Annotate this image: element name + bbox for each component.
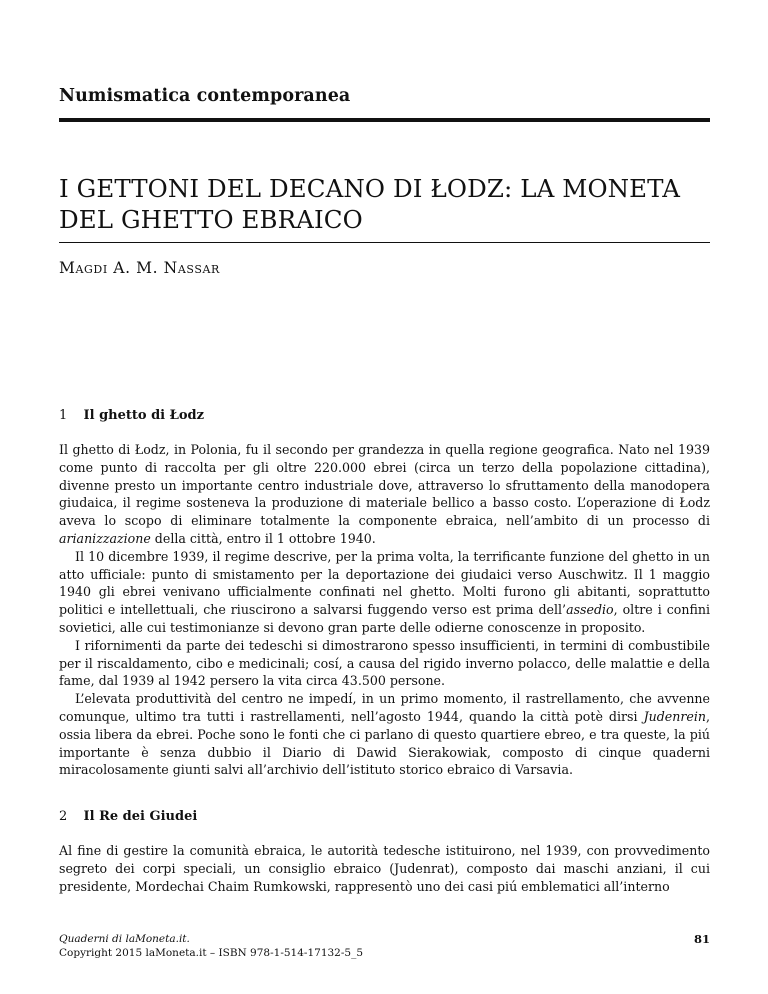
- paragraph-text: L’elevata produttività del centro ne impedí, in un primo momento, il rastrellamento, che avvenne comunque, ultimo tra tutti i rastrellamenti, nell’agosto 1944, quando la città potè dirsi: [59, 691, 710, 724]
- paragraph-text: della città, entro il 1 ottobre 1940.: [150, 530, 376, 546]
- paragraph-text: , ossia libera da ebrei. Poche sono le fonti che ci parlano di questo quartiere ebreo, e tra queste, la piú importante è senza dubbio il Diario di Dawid Sierakowiak, composto di cinque quaderni miracolosamente giunti salvi all’archivio dell’istituto storico ebraico di Varsavia.: [59, 708, 710, 778]
- section-heading-1: [59, 408, 204, 423]
- header-rule: [59, 118, 710, 122]
- page-number: 81: [693, 932, 710, 946]
- paragraph-text: , oltre i confini sovietici, alle cui testimonianze si devono gran parte delle odierne conoscenze in proposito.: [59, 602, 710, 635]
- paragraph-text: Il ghetto di Łodz, in Polonia, fu il secondo per grandezza in quella regione geografica. Nato nel 1939 come punto di raccolta per gli oltre 220.000 ebrei (circa un terzo della popolazione cittadina), divenne presto un importante centro industriale dove, attraverso lo sfruttamento della manodopera giudaica, il regime sosteneva la produzione di materiale bellico a basso costo. L’operazione di Łodz aveva lo scopo di eliminare totalmente la componente ebraica, nell’ambito di un processo di: [59, 442, 710, 529]
- paragraph: Al fine di gestire la comunità ebraica, le autorità tedesche istituirono, nel 1939, con provvedimento segreto dei corpi speciali, un consiglio ebraico (Judenrat), composto dai maschi anziani, il cui presidente, Mordechai Chaim Rumkowski, rappresentò uno dei casi piú emblematici all’interno: [59, 843, 710, 894]
- paragraph: [59, 548, 710, 637]
- title-line-1: I GETTONI DEL DECANO DI ŁODZ: LA MONETA: [59, 174, 681, 203]
- italic-term: arianizzazione: [59, 530, 151, 546]
- paragraph: [59, 690, 710, 779]
- paragraph-text: Il 10 dicembre 1939, il regime descrive, per la prima volta, la terrificante funzione del ghetto in un atto ufficiale: punto di smistamento per la deportazione dei giudaici verso Auschwitz. Il 1 maggio 1940 gli ebrei venivano ufficialmente confinati nel ghetto. Molti furono gli abitanti, soprattutto politici e intellettuali, che riuscirono a salvarsi fuggendo verso est prima dell’: [59, 548, 710, 618]
- section-2-body: [59, 842, 710, 895]
- section-number: 2: [59, 809, 68, 824]
- paragraph: I rifornimenti da parte dei tedeschi si dimostrarono spesso insufficienti, in termini di combustibile per il riscaldamento, cibo e medicinali; cosí, a causa del rigido inverno polacco, delle malattie e della fame, dal 1939 al 1942 persero la vita circa 43.500 persone.: [59, 637, 710, 689]
- title-rule: [59, 242, 710, 243]
- author-name: Magdi A. M. Nassar: [59, 259, 220, 277]
- paragraph: [59, 441, 710, 548]
- italic-term: assedio: [566, 602, 614, 618]
- journal-name: Quaderni di laMoneta.it.: [59, 933, 190, 945]
- title-line-2: DEL GHETTO EBRAICO: [59, 205, 363, 234]
- section-1-body: [59, 441, 710, 779]
- article-title: [59, 173, 710, 235]
- copyright-line: Copyright 2015 laMoneta.it – ISBN 978-1-514-17132-5_5: [59, 947, 364, 959]
- italic-term: Judenrein: [643, 708, 706, 724]
- section-heading-2: [59, 809, 197, 824]
- section-number: 1: [59, 408, 68, 423]
- footer-info: [59, 932, 363, 960]
- section-title: Il ghetto di Łodz: [83, 408, 205, 423]
- section-title: Il Re dei Giudei: [83, 809, 198, 824]
- page: [59, 0, 710, 994]
- running-section-label: Numismatica contemporanea: [59, 86, 351, 106]
